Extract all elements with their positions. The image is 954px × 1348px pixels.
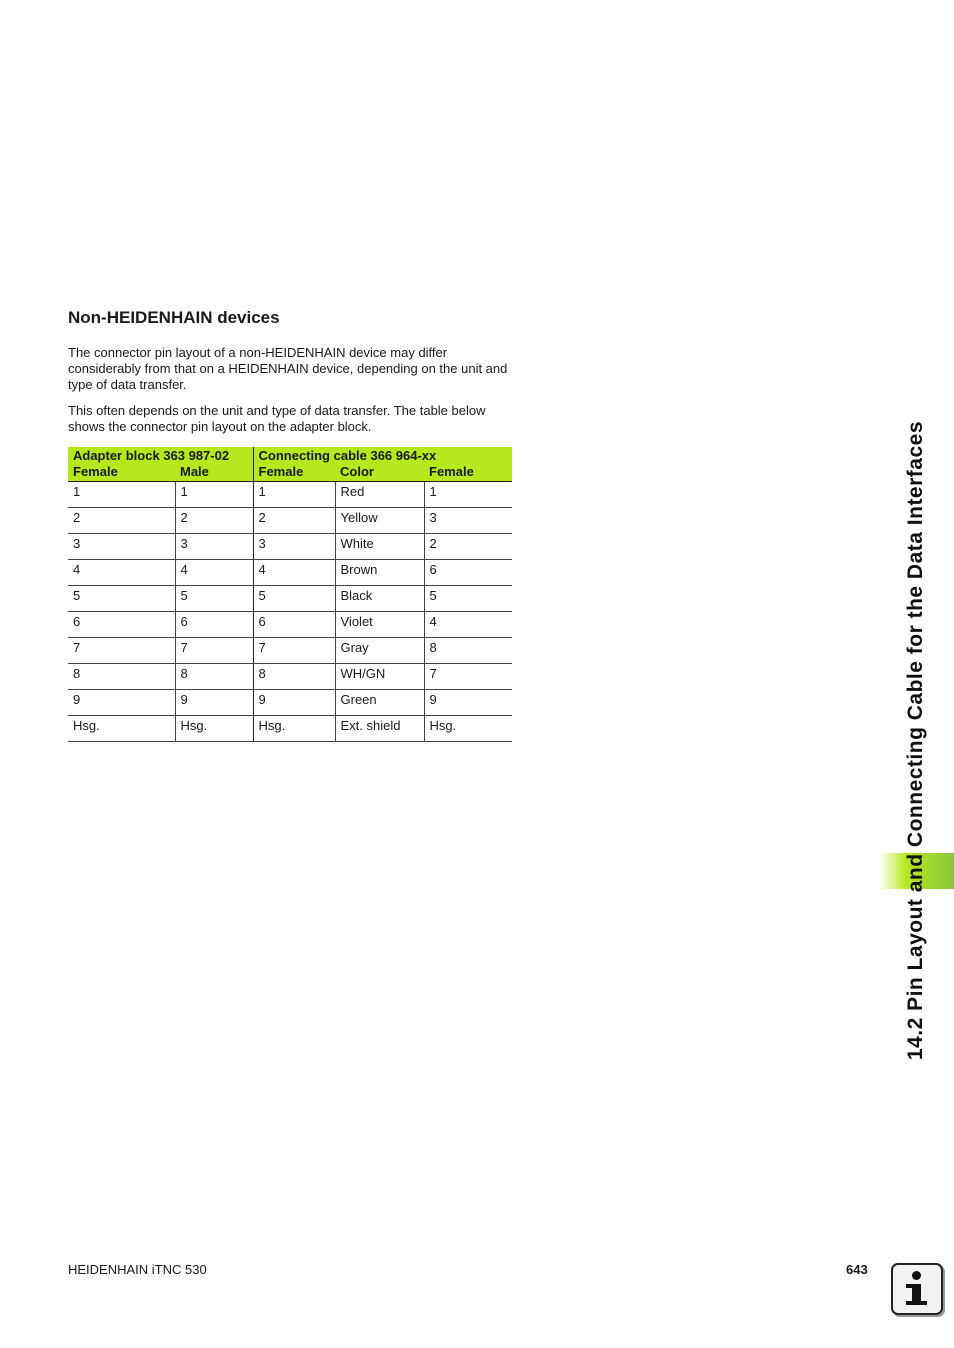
table-cell: 3 bbox=[424, 508, 512, 534]
table-cell: 2 bbox=[68, 508, 175, 534]
info-icon bbox=[891, 1263, 943, 1315]
table-row bbox=[68, 534, 512, 560]
table-cell: 7 bbox=[175, 638, 253, 664]
column-header: Female bbox=[253, 464, 335, 482]
table-column-header bbox=[68, 464, 512, 482]
table-cell: 5 bbox=[253, 586, 335, 612]
chapter-side-title-text: 14.2 Pin Layout and Connecting Cable for the Data Interfaces bbox=[904, 420, 927, 1060]
table-row bbox=[68, 716, 512, 742]
table-cell: 1 bbox=[68, 482, 175, 508]
table-cell: 3 bbox=[68, 534, 175, 560]
intro-paragraph: The connector pin layout of a non-HEIDENHAIN device may differ considerably from that on a HEIDENHAIN device, depending on the unit and type of data transfer. bbox=[68, 345, 508, 392]
table-row bbox=[68, 690, 512, 716]
table-cell: 6 bbox=[424, 560, 512, 586]
table-cell: 4 bbox=[424, 612, 512, 638]
table-cell: 5 bbox=[68, 586, 175, 612]
table-cell: 1 bbox=[424, 482, 512, 508]
table-body bbox=[68, 482, 512, 742]
table-cell: 5 bbox=[175, 586, 253, 612]
table-cell: 8 bbox=[253, 664, 335, 690]
table-row bbox=[68, 482, 512, 508]
table-cell: 4 bbox=[175, 560, 253, 586]
pin-layout-table bbox=[68, 447, 512, 742]
table-cell: 1 bbox=[253, 482, 335, 508]
table-group-header bbox=[68, 447, 512, 464]
table-cell: Hsg. bbox=[175, 716, 253, 742]
table-cell: 2 bbox=[424, 534, 512, 560]
table-cell: 9 bbox=[175, 690, 253, 716]
page-number: 643 bbox=[846, 1262, 868, 1277]
table-cell: 3 bbox=[253, 534, 335, 560]
table-cell: 8 bbox=[68, 664, 175, 690]
table-row bbox=[68, 664, 512, 690]
column-header: Color bbox=[335, 464, 424, 482]
table-cell: 2 bbox=[175, 508, 253, 534]
column-header: Female bbox=[68, 464, 175, 482]
table-cell: 9 bbox=[253, 690, 335, 716]
table-cell: Black bbox=[335, 586, 424, 612]
table-row bbox=[68, 560, 512, 586]
table-cell: 7 bbox=[68, 638, 175, 664]
table-cell: Yellow bbox=[335, 508, 424, 534]
group-connecting-cable: Connecting cable 366 964-xx bbox=[253, 447, 512, 464]
chapter-side-title bbox=[886, 30, 946, 1060]
table-cell: Hsg. bbox=[68, 716, 175, 742]
table-cell: 5 bbox=[424, 586, 512, 612]
table-cell: Gray bbox=[335, 638, 424, 664]
table-cell: 3 bbox=[175, 534, 253, 560]
table-cell: 4 bbox=[68, 560, 175, 586]
footer-manual-name: HEIDENHAIN iTNC 530 bbox=[68, 1262, 207, 1277]
table-cell: 6 bbox=[253, 612, 335, 638]
column-header: Male bbox=[175, 464, 253, 482]
table-cell: 8 bbox=[175, 664, 253, 690]
table-cell: White bbox=[335, 534, 424, 560]
section-heading: Non-HEIDENHAIN devices bbox=[68, 308, 280, 327]
table-cell: Hsg. bbox=[424, 716, 512, 742]
table-cell: Green bbox=[335, 690, 424, 716]
table-cell: WH/GN bbox=[335, 664, 424, 690]
table-cell: Red bbox=[335, 482, 424, 508]
column-header: Female bbox=[424, 464, 512, 482]
table-row bbox=[68, 638, 512, 664]
table-description-paragraph: This often depends on the unit and type of data transfer. The table below shows the connector pin layout on the adapter block. bbox=[68, 403, 486, 434]
group-adapter-block: Adapter block 363 987-02 bbox=[68, 447, 253, 464]
table-cell: 2 bbox=[253, 508, 335, 534]
table-cell: 1 bbox=[175, 482, 253, 508]
table-cell: Hsg. bbox=[253, 716, 335, 742]
table-cell: 7 bbox=[253, 638, 335, 664]
table-cell: 9 bbox=[68, 690, 175, 716]
table-cell: 6 bbox=[175, 612, 253, 638]
table-row bbox=[68, 586, 512, 612]
table-cell: Brown bbox=[335, 560, 424, 586]
table-cell: 7 bbox=[424, 664, 512, 690]
table-cell: 4 bbox=[253, 560, 335, 586]
table-row bbox=[68, 508, 512, 534]
table-cell: 6 bbox=[68, 612, 175, 638]
table-cell: 9 bbox=[424, 690, 512, 716]
table-cell: 8 bbox=[424, 638, 512, 664]
table-cell: Ext. shield bbox=[335, 716, 424, 742]
table-cell: Violet bbox=[335, 612, 424, 638]
table-row bbox=[68, 612, 512, 638]
